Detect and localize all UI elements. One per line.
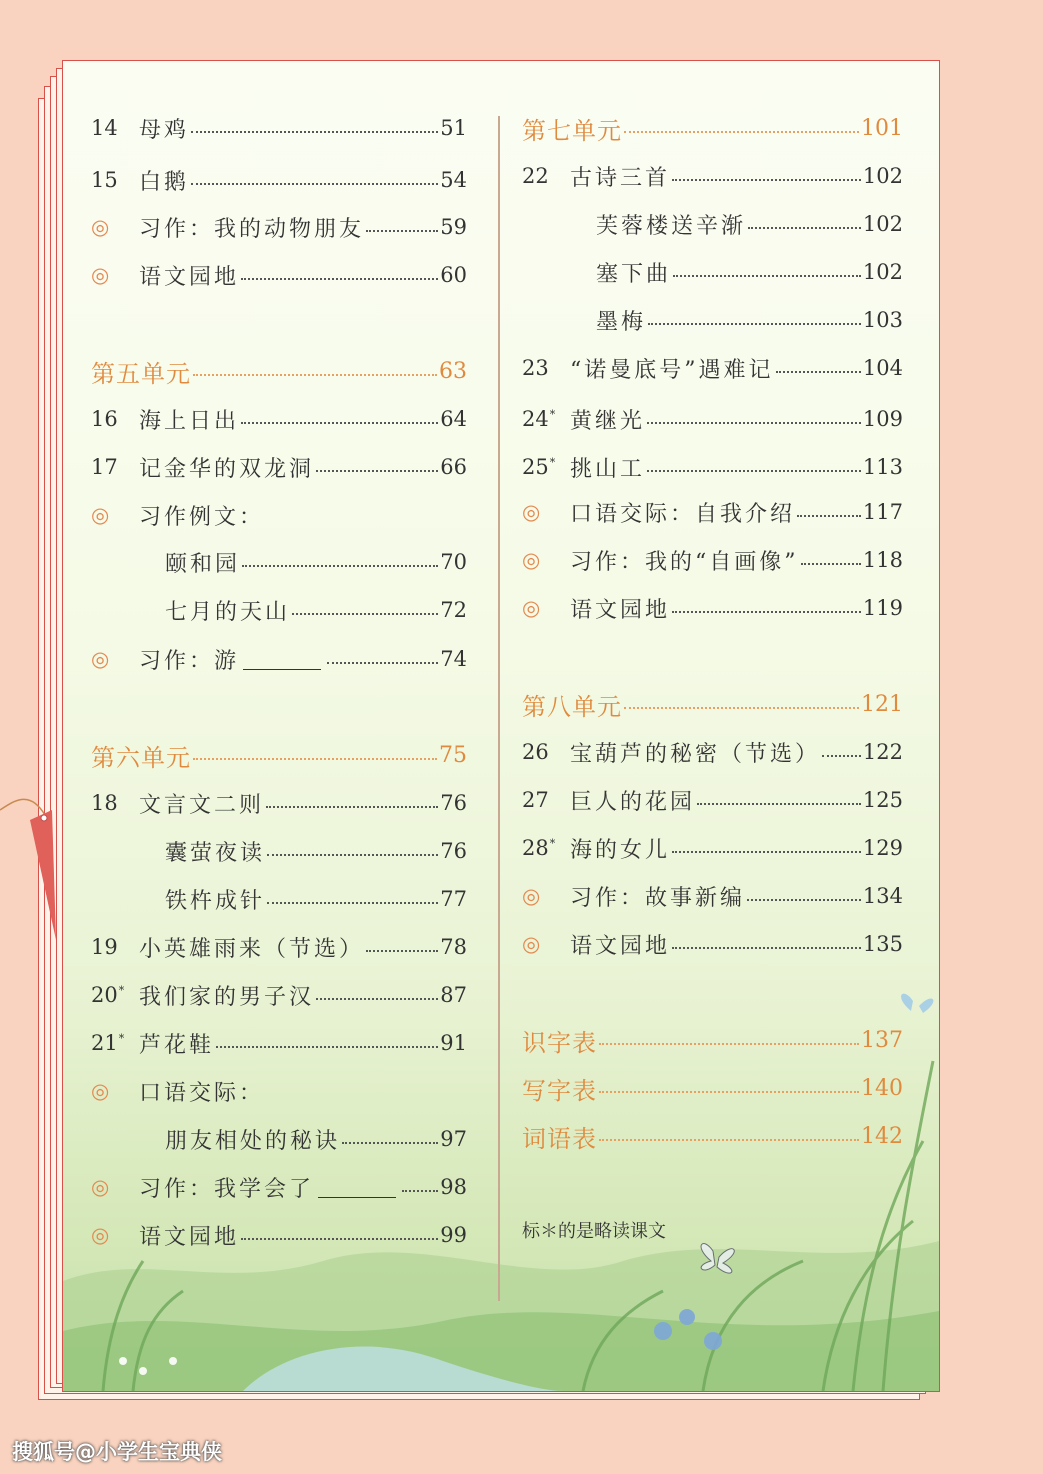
page-number: 121 bbox=[861, 691, 903, 717]
page-number: 76 bbox=[440, 839, 467, 863]
lesson-number: 18 bbox=[91, 791, 118, 815]
page-number: 125 bbox=[862, 788, 903, 812]
unit-heading-row bbox=[522, 1071, 903, 1105]
dot-leader bbox=[624, 707, 859, 709]
contents-page bbox=[62, 60, 940, 1392]
entry-title: 习作例文： bbox=[139, 504, 265, 530]
toc-entry bbox=[522, 879, 903, 913]
lesson-number: 22 bbox=[522, 164, 549, 188]
entry-title: 海上日出 bbox=[139, 408, 240, 434]
page-number: 78 bbox=[440, 935, 467, 959]
toc-entry bbox=[91, 882, 467, 916]
fill-in-blank bbox=[243, 649, 321, 670]
unit-heading-row bbox=[91, 738, 467, 772]
page-number: 70 bbox=[440, 550, 467, 574]
entry-title: 口语交际：自我介绍 bbox=[570, 501, 796, 527]
dot-leader bbox=[316, 998, 438, 1000]
toc-entry bbox=[522, 159, 903, 193]
lesson-number: 26 bbox=[522, 740, 549, 764]
dot-leader bbox=[599, 1139, 859, 1141]
bullet-circle-icon: ◎ bbox=[522, 596, 541, 620]
toc-entry bbox=[91, 111, 467, 145]
page-number: 122 bbox=[862, 740, 903, 764]
dot-leader bbox=[624, 131, 859, 133]
page-number: 54 bbox=[440, 168, 467, 192]
dot-leader bbox=[672, 851, 861, 853]
dot-leader bbox=[672, 947, 861, 949]
dot-leader bbox=[697, 803, 861, 805]
page-number: 74 bbox=[440, 647, 467, 671]
skim-reading-star: * bbox=[549, 456, 556, 469]
dot-leader bbox=[241, 278, 438, 280]
toc-entry bbox=[91, 545, 467, 579]
skim-reading-star: * bbox=[549, 837, 556, 850]
bullet-circle-icon: ◎ bbox=[91, 503, 110, 527]
entry-title: 习作：我的动物朋友 bbox=[139, 216, 365, 242]
dot-leader bbox=[241, 422, 438, 424]
entry-title: 囊萤夜读 bbox=[165, 840, 266, 866]
toc-entry bbox=[522, 831, 903, 865]
dot-leader bbox=[599, 1043, 859, 1045]
entry-title: 语文园地 bbox=[139, 1224, 240, 1250]
lesson-number: 16 bbox=[91, 407, 118, 431]
toc-entry bbox=[91, 1218, 467, 1252]
toc-entry bbox=[522, 207, 903, 241]
toc-entry bbox=[522, 927, 903, 961]
dot-leader bbox=[776, 371, 861, 373]
toc-entry bbox=[91, 402, 467, 436]
entry-title: “诺曼底号”遇难记 bbox=[570, 357, 774, 383]
skim-reading-star: * bbox=[549, 408, 556, 421]
toc-entry bbox=[91, 593, 467, 627]
entry-title: 朋友相处的秘诀 bbox=[165, 1128, 341, 1154]
dot-leader bbox=[748, 227, 861, 229]
page-number: 59 bbox=[440, 215, 467, 239]
entry-title: 口语交际： bbox=[139, 1080, 265, 1106]
fill-in-blank bbox=[318, 1177, 396, 1198]
unit-heading-row bbox=[522, 687, 903, 721]
entry-title: 巨人的花园 bbox=[570, 789, 696, 815]
toc-entry bbox=[91, 642, 467, 676]
lesson-number: 27 bbox=[522, 788, 549, 812]
dot-leader bbox=[316, 470, 438, 472]
dot-leader bbox=[193, 374, 437, 376]
watermark: 搜狐号@小学生宝典侠 bbox=[12, 1440, 222, 1464]
toc-entry bbox=[522, 255, 903, 289]
page-number: 97 bbox=[440, 1127, 467, 1151]
dot-leader bbox=[216, 1046, 438, 1048]
page-number: 63 bbox=[439, 358, 467, 384]
bookmark-ribbon bbox=[0, 770, 70, 950]
unit-heading-row bbox=[522, 1023, 903, 1057]
unit-title: 写字表 bbox=[522, 1076, 597, 1105]
dot-leader bbox=[822, 755, 861, 757]
dot-leader bbox=[267, 902, 438, 904]
unit-title: 识字表 bbox=[522, 1028, 597, 1057]
bullet-circle-icon: ◎ bbox=[522, 500, 541, 524]
dot-leader bbox=[747, 899, 861, 901]
entry-title: 母鸡 bbox=[139, 117, 190, 143]
page-number: 118 bbox=[862, 548, 903, 572]
toc-entry bbox=[522, 735, 903, 769]
entry-title: 宝葫芦的秘密（节选） bbox=[570, 741, 821, 767]
unit-heading-row bbox=[91, 354, 467, 388]
dot-leader bbox=[193, 758, 437, 760]
toc-entry bbox=[91, 498, 467, 532]
dot-leader bbox=[342, 1142, 438, 1144]
bullet-circle-icon: ◎ bbox=[91, 1079, 110, 1103]
page-number: 101 bbox=[861, 115, 903, 141]
page-number: 137 bbox=[861, 1027, 903, 1053]
unit-heading-row bbox=[522, 111, 903, 145]
entry-title: 记金华的双龙洞 bbox=[139, 456, 315, 482]
lesson-number: 20* bbox=[91, 983, 125, 1007]
bullet-circle-icon: ◎ bbox=[91, 263, 110, 287]
page-number: 98 bbox=[440, 1175, 467, 1199]
dot-leader bbox=[292, 613, 438, 615]
page-number: 99 bbox=[440, 1223, 467, 1247]
dot-leader bbox=[366, 950, 438, 952]
toc-entry bbox=[522, 303, 903, 337]
page-number: 72 bbox=[440, 598, 467, 622]
dot-leader bbox=[366, 230, 438, 232]
dot-leader bbox=[191, 183, 438, 185]
entry-title: 芦花鞋 bbox=[139, 1032, 215, 1058]
entry-title: 墨梅 bbox=[596, 309, 647, 335]
page-number: 109 bbox=[862, 407, 903, 431]
lesson-number: 28* bbox=[522, 836, 556, 860]
dot-leader bbox=[647, 470, 861, 472]
entry-title: 挑山工 bbox=[570, 456, 646, 482]
dot-leader bbox=[599, 1091, 859, 1093]
page-number: 60 bbox=[440, 263, 467, 287]
entry-title: 语文园地 bbox=[570, 933, 671, 959]
unit-title: 词语表 bbox=[522, 1124, 597, 1153]
unit-title: 第八单元 bbox=[522, 692, 622, 721]
dot-leader bbox=[673, 275, 861, 277]
toc-entry bbox=[91, 1074, 467, 1108]
dot-leader bbox=[402, 1190, 438, 1192]
toc-entry bbox=[522, 783, 903, 817]
entry-title: 习作：我的“自画像” bbox=[570, 549, 799, 575]
page-number: 66 bbox=[440, 455, 467, 479]
entry-title: 颐和园 bbox=[165, 551, 241, 577]
entry-title: 铁杵成针 bbox=[165, 888, 266, 914]
dot-leader bbox=[797, 515, 861, 517]
page-number: 142 bbox=[861, 1123, 903, 1149]
footnote: 标＊的是略读课文 bbox=[522, 1221, 666, 1242]
toc-entry bbox=[91, 834, 467, 868]
page-number: 134 bbox=[862, 884, 903, 908]
bullet-circle-icon: ◎ bbox=[91, 1223, 110, 1247]
dot-leader bbox=[242, 565, 438, 567]
toc-entry bbox=[91, 978, 467, 1012]
unit-title: 第六单元 bbox=[91, 743, 191, 772]
lesson-number: 15 bbox=[91, 168, 118, 192]
toc-entry bbox=[91, 1170, 467, 1204]
page-number: 102 bbox=[862, 164, 903, 188]
lesson-number: 25* bbox=[522, 455, 556, 479]
toc-entry bbox=[522, 495, 903, 529]
page-number: 140 bbox=[861, 1075, 903, 1101]
dot-leader bbox=[327, 662, 438, 664]
dot-leader bbox=[672, 179, 861, 181]
dot-leader bbox=[801, 563, 861, 565]
page-number: 76 bbox=[440, 791, 467, 815]
entry-title: 海的女儿 bbox=[570, 837, 671, 863]
dot-leader bbox=[241, 1238, 438, 1240]
page-number: 87 bbox=[440, 983, 467, 1007]
page-number: 104 bbox=[862, 356, 903, 380]
page-number: 102 bbox=[862, 212, 903, 236]
toc-entry bbox=[91, 450, 467, 484]
page-number: 91 bbox=[440, 1031, 467, 1055]
entry-title: 芙蓉楼送辛渐 bbox=[596, 213, 747, 239]
page-number: 75 bbox=[439, 742, 467, 768]
lesson-number: 21* bbox=[91, 1031, 125, 1055]
bullet-circle-icon: ◎ bbox=[91, 647, 110, 671]
toc-entry bbox=[522, 543, 903, 577]
lesson-number: 24* bbox=[522, 407, 556, 431]
toc-entry bbox=[522, 351, 903, 385]
entry-title: 我们家的男子汉 bbox=[139, 984, 315, 1010]
toc-entry bbox=[91, 1122, 467, 1156]
entry-title: 白鹅 bbox=[139, 169, 190, 195]
entry-title: 语文园地 bbox=[139, 264, 240, 290]
bullet-circle-icon: ◎ bbox=[522, 884, 541, 908]
toc-entry bbox=[91, 210, 467, 244]
dot-leader bbox=[647, 422, 861, 424]
dot-leader bbox=[191, 131, 438, 133]
bullet-circle-icon: ◎ bbox=[91, 215, 110, 239]
bullet-circle-icon: ◎ bbox=[91, 1175, 110, 1199]
page-number: 102 bbox=[862, 260, 903, 284]
entry-title: 古诗三首 bbox=[570, 165, 671, 191]
toc-entry bbox=[91, 258, 467, 292]
entry-title: 习作：故事新编 bbox=[570, 885, 746, 911]
toc-entry bbox=[91, 786, 467, 820]
lesson-number: 14 bbox=[91, 116, 118, 140]
bullet-circle-icon: ◎ bbox=[522, 932, 541, 956]
entry-title: 语文园地 bbox=[570, 597, 671, 623]
unit-heading-row bbox=[522, 1119, 903, 1153]
page-number: 51 bbox=[440, 116, 467, 140]
unit-title: 第七单元 bbox=[522, 116, 622, 145]
lesson-number: 17 bbox=[91, 455, 118, 479]
column-divider bbox=[498, 116, 500, 1301]
toc-entry bbox=[91, 1026, 467, 1060]
bullet-circle-icon: ◎ bbox=[522, 548, 541, 572]
page-number: 117 bbox=[862, 500, 903, 524]
page-number: 103 bbox=[862, 308, 903, 332]
skim-reading-star: * bbox=[118, 1032, 125, 1045]
toc-entry bbox=[522, 402, 903, 436]
page-number: 135 bbox=[862, 932, 903, 956]
toc-entry bbox=[522, 591, 903, 625]
unit-title: 第五单元 bbox=[91, 359, 191, 388]
dot-leader bbox=[267, 854, 438, 856]
entry-title: 塞下曲 bbox=[596, 261, 672, 287]
toc-entry bbox=[91, 163, 467, 197]
page-number: 129 bbox=[862, 836, 903, 860]
page-number: 119 bbox=[862, 596, 903, 620]
entry-title: 黄继光 bbox=[570, 408, 646, 434]
entry-title: 习作：我学会了 bbox=[139, 1176, 315, 1202]
entry-title: 七月的天山 bbox=[165, 599, 291, 625]
lesson-number: 23 bbox=[522, 356, 549, 380]
dot-leader bbox=[672, 611, 861, 613]
entry-title: 文言文二则 bbox=[139, 792, 265, 818]
toc-entry bbox=[522, 450, 903, 484]
dot-leader bbox=[266, 806, 438, 808]
entry-title: 习作：游 bbox=[139, 648, 240, 674]
dot-leader bbox=[648, 323, 861, 325]
skim-reading-star: * bbox=[118, 984, 125, 997]
page-number: 113 bbox=[862, 455, 903, 479]
page-number: 64 bbox=[440, 407, 467, 431]
entry-title: 小英雄雨来（节选） bbox=[139, 936, 365, 962]
lesson-number: 19 bbox=[91, 935, 118, 959]
page-number: 77 bbox=[440, 887, 467, 911]
toc-entry bbox=[91, 930, 467, 964]
